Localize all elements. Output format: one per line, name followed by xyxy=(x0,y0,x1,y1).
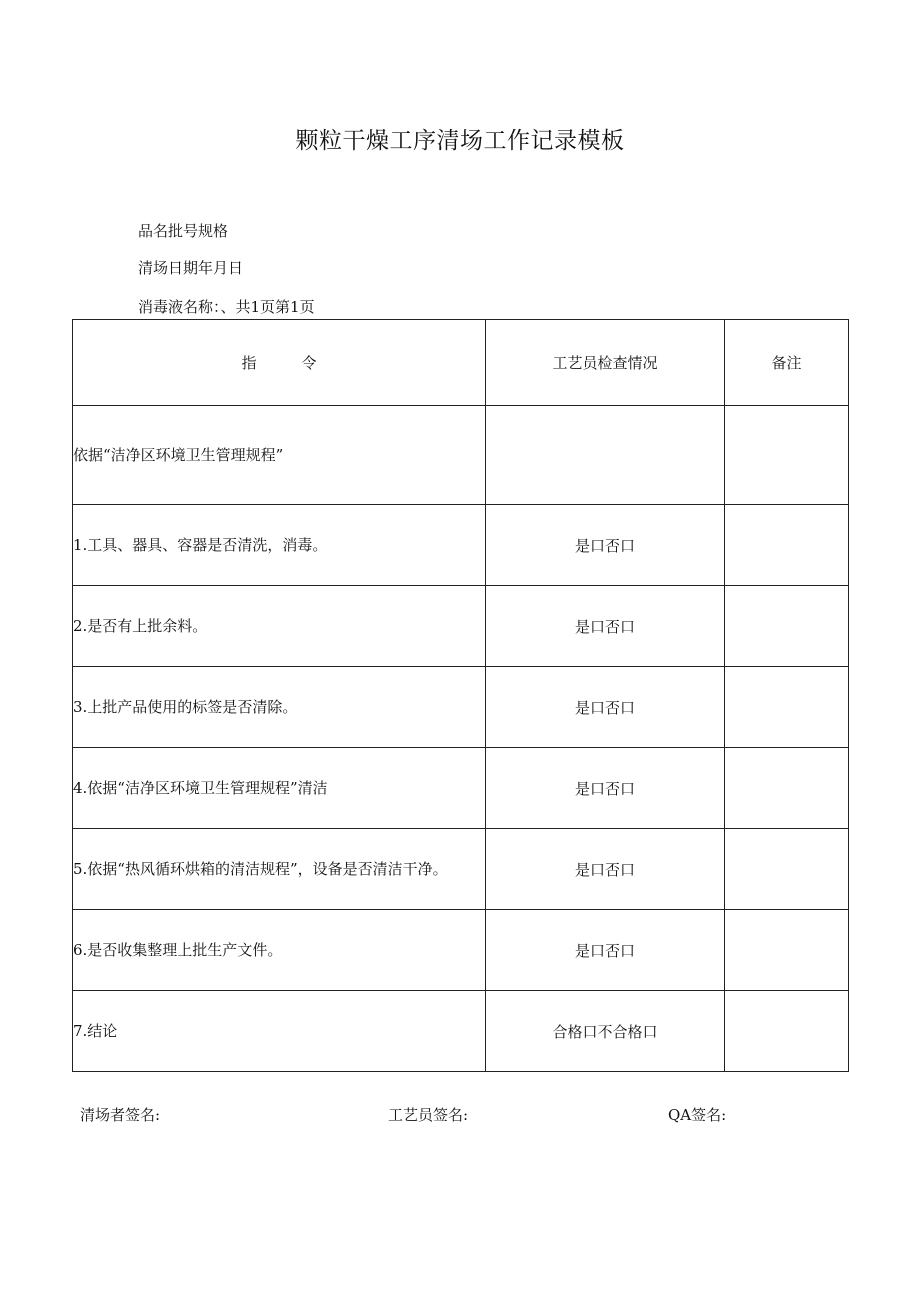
table-row xyxy=(73,991,849,1072)
table-row xyxy=(73,586,849,667)
header-inspection: 工艺员检查情况 xyxy=(486,320,725,406)
table-row xyxy=(73,667,849,748)
inspection-cell[interactable] xyxy=(486,406,725,505)
conclusion-cell: 7.结论 xyxy=(73,991,486,1072)
remark-cell[interactable] xyxy=(725,748,849,829)
disinfectant-line: 消毒液名称：、共1页第1页 xyxy=(138,298,315,316)
table-header-row xyxy=(73,320,849,406)
instruction-cell: 1.工具、器具、容器是否清洗，消毒。 xyxy=(73,505,486,586)
conclusion-check-cell[interactable]: 合格口不合格口 xyxy=(486,991,725,1072)
instruction-cell: 2.是否有上批余料。 xyxy=(73,586,486,667)
inspection-cell[interactable]: 是口否口 xyxy=(486,667,725,748)
table-row xyxy=(73,748,849,829)
instruction-cell: 6.是否收集整理上批生产文件。 xyxy=(73,910,486,991)
remark-cell[interactable] xyxy=(725,406,849,505)
remark-cell[interactable] xyxy=(725,586,849,667)
instruction-cell: 3.上批产品使用的标签是否清除。 xyxy=(73,667,486,748)
header-remarks: 备注 xyxy=(725,320,849,406)
table-row xyxy=(73,829,849,910)
table-row xyxy=(73,505,849,586)
instruction-cell: 依据“洁净区环境卫生管理规程” xyxy=(73,406,486,505)
table-row xyxy=(73,910,849,991)
inspection-cell[interactable]: 是口否口 xyxy=(486,505,725,586)
table-row xyxy=(73,406,849,505)
cleaning-date-line: 清场日期年月日 xyxy=(138,259,244,277)
document-title: 颗粒干燥工序清场工作记录模板 xyxy=(295,128,625,154)
inspection-cell[interactable]: 是口否口 xyxy=(486,829,725,910)
inspection-cell[interactable]: 是口否口 xyxy=(486,586,725,667)
instruction-cell: 4.依据“洁净区环境卫生管理规程”清洁 xyxy=(73,748,486,829)
product-info-line: 品名批号规格 xyxy=(138,222,229,240)
inspection-cell[interactable]: 是口否口 xyxy=(486,910,725,991)
cleaning-record-table xyxy=(72,319,849,1072)
technician-signature-label: 工艺员签名: xyxy=(388,1106,469,1124)
cleaner-signature-label: 清场者签名: xyxy=(80,1106,161,1124)
qa-signature-label: QA签名: xyxy=(668,1106,727,1124)
remark-cell[interactable] xyxy=(725,667,849,748)
remark-cell[interactable] xyxy=(725,910,849,991)
header-instruction: 指 令 xyxy=(73,320,486,406)
remark-cell[interactable] xyxy=(725,829,849,910)
inspection-cell[interactable]: 是口否口 xyxy=(486,748,725,829)
instruction-cell: 5.依据“热风循环烘箱的清洁规程”，设备是否清洁干净。 xyxy=(73,829,486,910)
remark-cell[interactable] xyxy=(725,991,849,1072)
remark-cell[interactable] xyxy=(725,505,849,586)
